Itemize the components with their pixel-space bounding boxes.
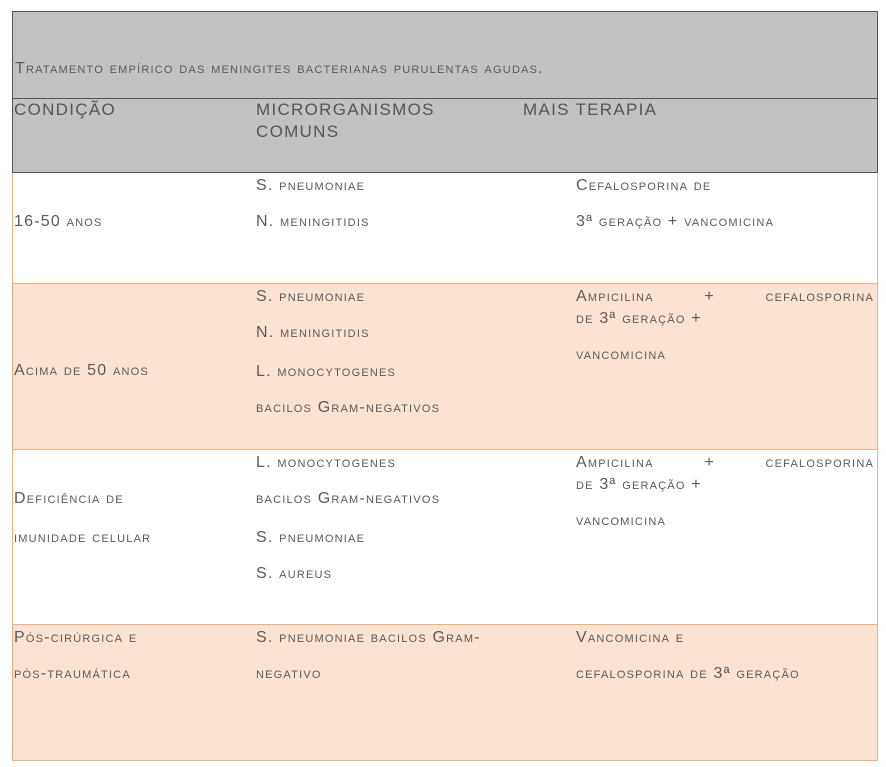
condition-cell: Acima de 50 anos [14,362,149,379]
therapy-line: de 3ª geração + [576,476,702,493]
condition-cell: Pós-cirúrgica e [14,629,138,646]
therapy-line: vancomicina [576,346,667,363]
microorganism-item: S. pneumoniae bacilos Gram- [256,629,481,646]
table-row [12,284,878,450]
microorganism-item: S. aureus [256,565,333,582]
therapy-word: Ampicilina [576,288,654,305]
table-row [12,625,878,761]
microorganism-item: N. meningitidis [256,324,370,341]
condition-cell: pós-traumática [14,665,131,682]
microorganism-item: bacilos Gram-negativos [256,490,441,507]
column-header-microorganisms: MICRORGANISMOS [256,100,435,119]
microorganism-item: negativo [256,665,322,682]
table-row [12,173,878,284]
therapy-word: + [704,454,715,471]
therapy-word: cefalosporina [765,454,874,471]
microorganism-item: bacilos Gram-negativos [256,399,441,416]
condition-cell: imunidade celular [14,529,152,546]
therapy-line: de 3ª geração + [576,310,702,327]
microorganism-item: L. monocytogenes [256,363,397,380]
column-header-condition: CONDIÇÃO [14,100,117,119]
microorganism-item: S. pneumoniae [256,529,366,546]
header-divider [13,98,877,99]
microorganism-item: S. pneumoniae [256,177,366,194]
therapy-line [576,288,874,306]
therapy-line: vancomicina [576,512,667,529]
therapy-line: Vancomicina e [576,629,685,646]
condition-cell: Deficiência de [14,490,124,507]
therapy-line: 3ª geração + vancomicina [576,213,775,230]
microorganism-item: S. pneumoniae [256,288,366,305]
condition-cell: 16-50 anos [14,213,103,230]
table-title: Tratamento empírico das meningites bacterianas purulentas agudas. [15,60,544,77]
therapy-line: Cefalosporina de [576,177,712,194]
table-row [12,450,878,625]
therapy-word: + [704,288,715,305]
therapy-line [576,454,874,472]
therapy-word: Ampicilina [576,454,654,471]
table-header [12,11,878,173]
microorganism-item: L. monocytogenes [256,454,397,471]
column-header-therapy: MAIS TERAPIA [523,100,658,119]
microorganism-item: N. meningitidis [256,213,370,230]
therapy-line: cefalosporina de 3ª geração [576,665,800,682]
column-header-microorganisms-line2: COMUNS [256,122,340,141]
therapy-word: cefalosporina [765,288,874,305]
